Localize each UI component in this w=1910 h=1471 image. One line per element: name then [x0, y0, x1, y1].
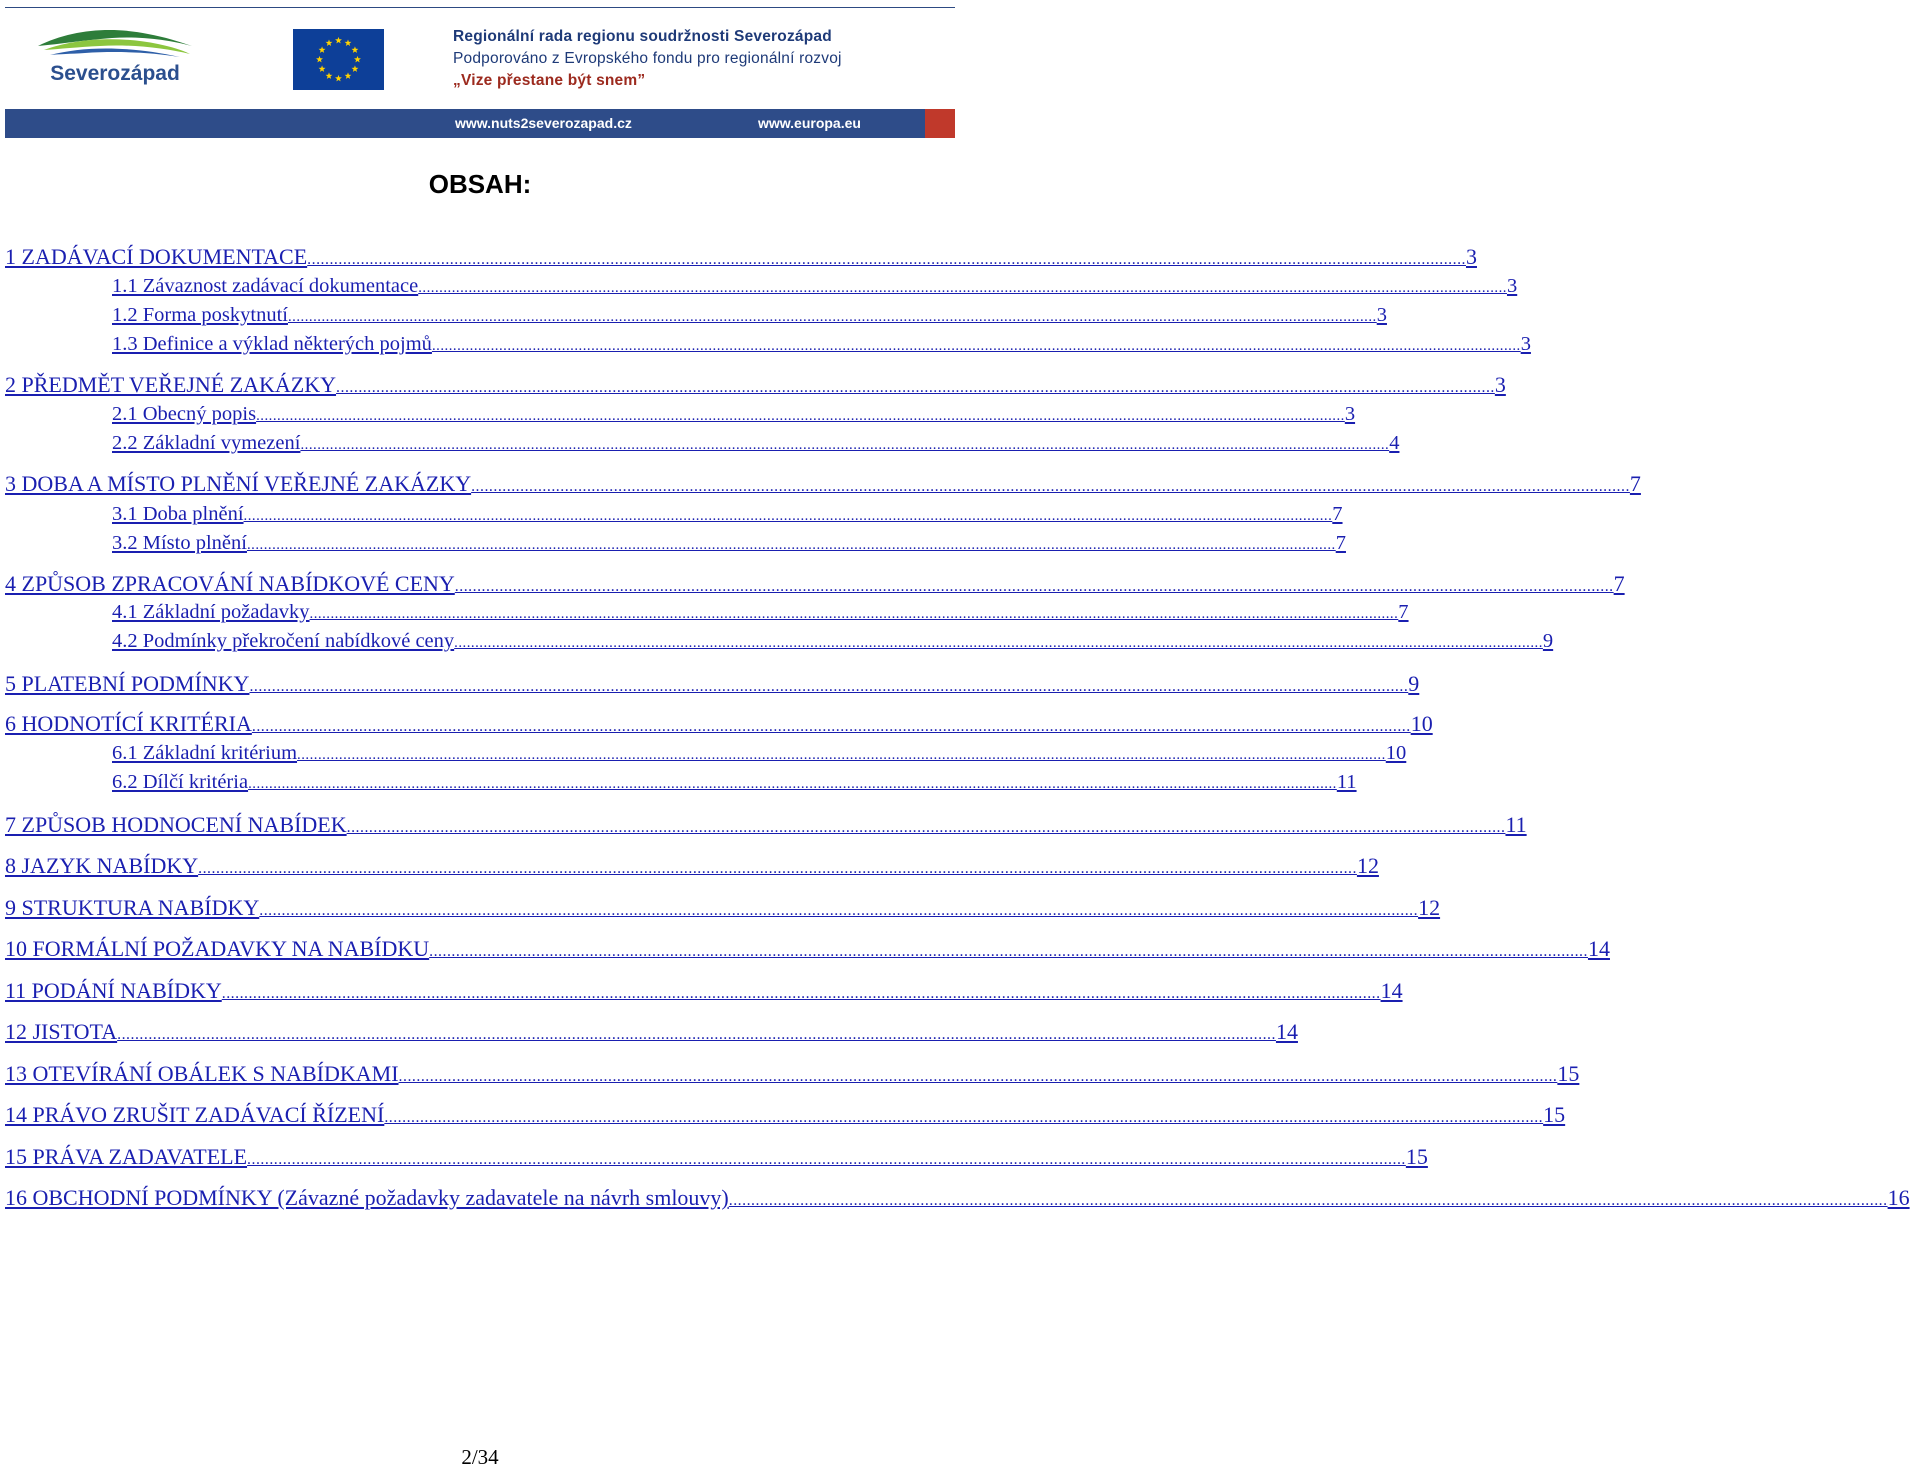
- toc-entry-title: 1.2 Forma poskytnutí: [112, 304, 288, 326]
- toc-entry-title: 14 PRÁVO ZRUŠIT ZADÁVACÍ ŘÍZENÍ: [5, 1102, 385, 1127]
- toc-leader-dots: ....................................................................................................................................................................................................................................................................: [243, 508, 1333, 524]
- toc-subentry[interactable]: [112, 302, 1387, 330]
- toc-entry-page: 7: [1335, 532, 1346, 554]
- toc-leader-dots: ....................................................................................................................................................................................................................................................................: [287, 309, 1377, 325]
- toc-subentry[interactable]: [112, 769, 1357, 797]
- toc-entry-title: 7 ZPŮSOB HODNOCENÍ NABÍDEK: [5, 812, 347, 837]
- council-text-block: [453, 26, 933, 92]
- toc-entry-page: 10: [1385, 742, 1407, 764]
- toc-entry[interactable]: [5, 1060, 1580, 1091]
- toc-subentry[interactable]: [112, 331, 1531, 359]
- eu-star-icon: [345, 72, 352, 79]
- toc-leader-dots: ....................................................................................................................................................................................................................................................................: [398, 1068, 1558, 1085]
- toc-entry-title: 1.1 Závaznost zadávací dokumentace: [112, 275, 419, 297]
- header-banner: [0, 0, 960, 140]
- toc-entry-page: 3: [1494, 372, 1506, 397]
- toc-entry-page: 14: [1380, 978, 1403, 1003]
- toc-leader-dots: ....................................................................................................................................................................................................................................................................: [251, 718, 1411, 735]
- toc-entry-page: 9: [1542, 630, 1554, 652]
- toc-entry-title: 15 PRÁVA ZADAVATELE: [5, 1144, 248, 1169]
- toc-entry[interactable]: [5, 243, 1477, 274]
- toc-leader-dots: ....................................................................................................................................................................................................................................................................: [259, 902, 1419, 919]
- toc-entry-page: 12: [1356, 853, 1379, 878]
- toc-subentry[interactable]: [112, 273, 1518, 301]
- toc-entry-page: 12: [1418, 895, 1441, 920]
- eu-star-icon: [352, 65, 359, 72]
- toc-leader-dots: ....................................................................................................................................................................................................................................................................: [256, 408, 1345, 424]
- toc-entry-page: 15: [1543, 1102, 1566, 1127]
- eu-star-icon: [335, 75, 342, 82]
- eu-star-icon: [326, 39, 333, 46]
- logo-text: Severozápad: [50, 62, 180, 85]
- toc-entry-page: 7: [1629, 471, 1641, 496]
- toc-entry-title: 11 PODÁNÍ NABÍDKY: [5, 978, 222, 1003]
- toc-entry[interactable]: [5, 852, 1379, 883]
- eu-star-icon: [335, 37, 342, 44]
- toc-entry-title: 6.1 Základní kritérium: [112, 742, 298, 764]
- toc-leader-dots: ....................................................................................................................................................................................................................................................................: [246, 537, 1336, 553]
- toc-entry-page: 3: [1520, 333, 1531, 355]
- toc-entry-title: 4 ZPŮSOB ZPRACOVÁNÍ NABÍDKOVÉ CENY: [5, 571, 455, 596]
- toc-entry-page: 3: [1465, 244, 1477, 269]
- toc-leader-dots: ....................................................................................................................................................................................................................................................................: [117, 1026, 1276, 1043]
- toc-entry-title: 1 ZADÁVACÍ DOKUMENTACE: [5, 244, 308, 269]
- toc-entry-page: 11: [1336, 771, 1357, 793]
- page-number: 2/34: [461, 1445, 499, 1469]
- toc-entry-page: 14: [1587, 936, 1610, 961]
- eu-star-icon: [319, 65, 326, 72]
- toc-entry[interactable]: [5, 977, 1403, 1008]
- eu-star-icon: [352, 46, 359, 53]
- toc-leader-dots: ....................................................................................................................................................................................................................................................................: [346, 819, 1506, 836]
- toc-entry-page: 7: [1613, 571, 1625, 596]
- toc-entry-title: 13 OTEVÍRÁNÍ OBÁLEK S NABÍDKAMI: [5, 1061, 399, 1086]
- toc-entry-title: 8 JAZYK NABÍDKY: [5, 853, 199, 878]
- eu-star-icon: [345, 39, 352, 46]
- toc-entry-page: 7: [1332, 503, 1343, 525]
- toc-leader-dots: ....................................................................................................................................................................................................................................................................: [728, 1192, 1888, 1209]
- region-url-link[interactable]: www.nuts2severozapad.cz: [455, 115, 632, 131]
- council-name: Regionální rada regionu soudržnosti Severozápad: [453, 28, 832, 45]
- toc-subentry[interactable]: [112, 599, 1409, 627]
- toc-entry-page: 11: [1505, 812, 1527, 837]
- toc-entry-page: 7: [1398, 601, 1409, 623]
- toc-entry[interactable]: [5, 811, 1527, 842]
- toc-leader-dots: ....................................................................................................................................................................................................................................................................: [471, 478, 1630, 495]
- eu-star-icon: [319, 46, 326, 53]
- toc-entry-title: 6 HODNOTÍCÍ KRITÉRIA: [5, 711, 252, 736]
- toc-entry-title: 2.2 Základní vymezení: [112, 432, 301, 454]
- toc-entry-title: 2.1 Obecný popis: [112, 403, 257, 425]
- toc-entry-title: 9 STRUKTURA NABÍDKY: [5, 895, 260, 920]
- toc-subentry[interactable]: [112, 530, 1346, 558]
- toc-leader-dots: ....................................................................................................................................................................................................................................................................: [248, 776, 1337, 792]
- toc-leader-dots: ....................................................................................................................................................................................................................................................................: [221, 985, 1381, 1002]
- toc-entry-title: 3.2 Místo plnění: [112, 532, 247, 554]
- toc-entry-page: 15: [1557, 1061, 1580, 1086]
- toc-leader-dots: ....................................................................................................................................................................................................................................................................: [384, 1109, 1544, 1126]
- toc-leader-dots: ....................................................................................................................................................................................................................................................................: [247, 1151, 1406, 1168]
- eu-star-icon: [326, 72, 333, 79]
- toc-entry-page: 14: [1275, 1019, 1298, 1044]
- toc-entry[interactable]: [5, 1101, 1566, 1132]
- toc-leader-dots: ....................................................................................................................................................................................................................................................................: [198, 860, 1357, 877]
- toc-entry-title: 3 DOBA A MÍSTO PLNĚNÍ VEŘEJNÉ ZAKÁZKY: [5, 471, 472, 496]
- toc-subentry[interactable]: [112, 401, 1356, 429]
- toc-entry[interactable]: [5, 1143, 1428, 1174]
- toc-entry[interactable]: [5, 710, 1433, 741]
- toc-entry-title: 3.1 Doba plnění: [112, 503, 244, 525]
- toc-entry-title: 4.2 Podmínky překročení nabídkové ceny: [112, 630, 455, 652]
- toc-entry[interactable]: [5, 371, 1506, 402]
- toc-entry[interactable]: [5, 1018, 1298, 1049]
- toc-heading: OBSAH:: [428, 169, 532, 199]
- toc-entry-page: 4: [1389, 432, 1400, 454]
- toc-entry[interactable]: [5, 570, 1625, 601]
- eu-star-icon: [316, 56, 323, 63]
- funding-line: Podporováno z Evropského fondu pro regionální rozvoj: [453, 50, 842, 67]
- eu-star-icon: [354, 56, 361, 63]
- toc-leader-dots: ....................................................................................................................................................................................................................................................................: [429, 943, 1588, 960]
- toc-leader-dots: ....................................................................................................................................................................................................................................................................: [300, 437, 1390, 453]
- toc-entry-page: 15: [1405, 1144, 1428, 1169]
- toc-entry-page: 9: [1408, 671, 1420, 696]
- toc-leader-dots: ....................................................................................................................................................................................................................................................................: [418, 280, 1507, 296]
- toc-leader-dots: ....................................................................................................................................................................................................................................................................: [249, 678, 1409, 695]
- toc-subentry[interactable]: [112, 501, 1343, 529]
- toc-subentry[interactable]: [112, 430, 1400, 458]
- toc-leader-dots: ....................................................................................................................................................................................................................................................................: [307, 251, 1466, 268]
- toc-entry[interactable]: [5, 894, 1441, 925]
- toc-entry-title: 12 JISTOTA: [5, 1019, 118, 1044]
- toc-entry-page: 16: [1887, 1185, 1910, 1210]
- toc-entry-title: 1.3 Definice a výklad některých pojmů: [112, 333, 432, 355]
- toc-entry-page: 3: [1506, 275, 1518, 297]
- toc-leader-dots: ....................................................................................................................................................................................................................................................................: [309, 606, 1399, 622]
- toc-entry-title: 6.2 Dílčí kritéria: [112, 771, 249, 793]
- toc-entry-page: 3: [1376, 304, 1387, 326]
- europa-url-link[interactable]: www.europa.eu: [758, 115, 861, 131]
- toc-entry[interactable]: [5, 670, 1420, 701]
- toc-leader-dots: ....................................................................................................................................................................................................................................................................: [454, 578, 1614, 595]
- toc-subentry[interactable]: [112, 628, 1554, 656]
- toc-entry[interactable]: [5, 470, 1641, 501]
- toc-entry-page: 10: [1410, 711, 1433, 736]
- top-rule: [5, 7, 955, 8]
- toc-leader-dots: ....................................................................................................................................................................................................................................................................: [297, 747, 1386, 763]
- url-bar-accent: [925, 109, 955, 138]
- toc-entry[interactable]: [5, 935, 1610, 966]
- toc-entry[interactable]: [5, 1184, 1910, 1215]
- toc-entry-title: 5 PLATEBNÍ PODMÍNKY: [5, 671, 250, 696]
- severozapad-logo: [30, 24, 200, 92]
- eu-flag-icon: [293, 29, 384, 90]
- toc-subentry[interactable]: [112, 740, 1407, 768]
- council-motto: „Vize přestane být snem”: [453, 72, 646, 89]
- toc-entry-title: 2 PŘEDMĚT VEŘEJNÉ ZAKÁZKY: [5, 372, 337, 397]
- toc-entry-title: 16 OBCHODNÍ PODMÍNKY (Závazné požadavky zadavatele na návrh smlouvy): [5, 1185, 729, 1210]
- toc-entry-page: 3: [1344, 403, 1356, 425]
- toc-leader-dots: ....................................................................................................................................................................................................................................................................: [454, 635, 1543, 651]
- toc-entry-title: 10 FORMÁLNÍ POŽADAVKY NA NABÍDKU: [5, 936, 430, 961]
- toc-entry-title: 4.1 Základní požadavky: [112, 601, 310, 623]
- toc-leader-dots: ....................................................................................................................................................................................................................................................................: [431, 338, 1521, 354]
- toc-leader-dots: ....................................................................................................................................................................................................................................................................: [336, 379, 1495, 396]
